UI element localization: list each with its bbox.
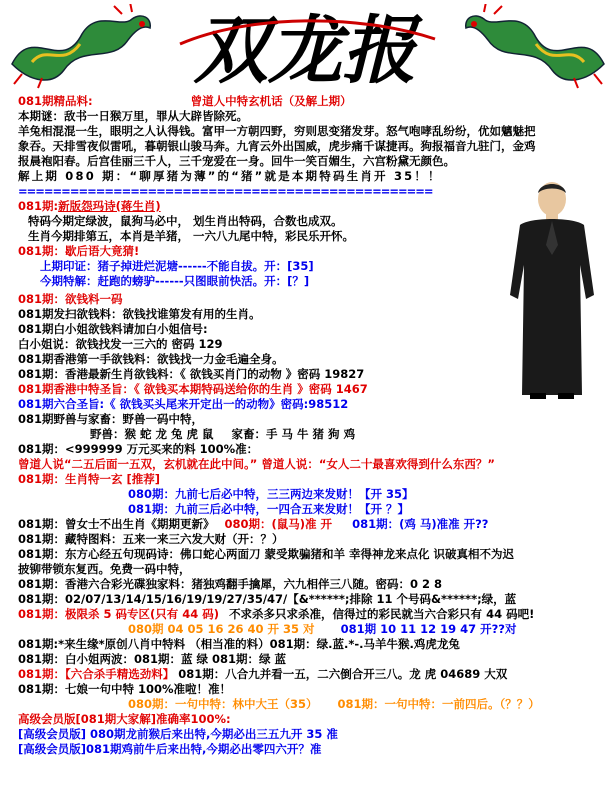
s4-line-3: 白小姐说：欲钱找发一三六的 密码 129 (18, 337, 223, 351)
s6-l7-b: 不求杀多只求杀准，信得过的彩民就当六合彩只有 44 码吧! (229, 607, 535, 621)
s6-l11-b: 081期：八合九并看一五，二六倒合开三八。龙 虎 04689 大双 (178, 667, 508, 681)
s3-l1-label: 上期印证： (40, 259, 98, 273)
s4-line-6: 081期香港中特圣旨：《 欲钱买本期特码送给你的生肖 》密码 1467 (18, 382, 368, 396)
s6-line-13 (18, 697, 608, 712)
s6-line-5: 081期：香港六合彩光碟独家料：猪独鸡翻手擒犀，六九相伴三八随。密码：0 2 8 (18, 577, 443, 591)
s2-line-2: 生肖今期排第五，本肖是羊猪， 一六八九尾中特，彩民乐开怀。 (28, 229, 355, 243)
s6-line-6: 081期：02/07/13/14/15/16/19/19/27/35/47/【&******;排除 11 个号码&******;绿，蓝 (18, 592, 517, 606)
s4-line-10: 081期：<999999 万元买来的料 100%准： (18, 442, 259, 456)
s6-l1-b: 080期：(鼠马)准 开 (224, 517, 333, 531)
s7-line-3: [高级会员版]081期鸡前牛后来出特,今期必出零四六开？准 (18, 742, 322, 756)
s5-line-2: 080期：九前七后必中特，三三两边来发财！【开 35】 (128, 487, 414, 501)
page-header (0, 0, 616, 94)
s4-line-7: 081期六合圣旨:《 欲钱买头尾来开定出一的动物》密码:98512 (18, 397, 349, 411)
s3-l1-text: 猪子掉进烂泥塘------不能自拔。开：[35] (97, 259, 314, 273)
s4-wild-animals: 野兽：猴 蛇 龙 兔 虎 鼠 (90, 427, 214, 441)
s4-line-2: 081期白小姐欲钱料请加白小姐信号: (18, 322, 208, 336)
s6-line-12: 081期：七娘一句中特 100%准啦！准！ (18, 682, 232, 696)
s3-label: 081期：歇后语大竟猜! (18, 244, 140, 258)
s6-l8-a: 080期 04 05 16 26 40 开 35 对 (128, 622, 315, 636)
s6-line-11 (18, 667, 608, 682)
s1-line-5: 解上期 080 期：“聊厚猪为薄”的“猪”就是本期特码生肖开 35！！ (18, 169, 442, 183)
s1-title: 曾道人中特玄机话（及解上期） (190, 94, 352, 108)
s5-label: 081期：生肖特一玄 [推荐] (18, 472, 161, 486)
s6-line-7 (18, 607, 608, 622)
s6-l13-a: 080期：一句中特：林中大王（35） (128, 697, 318, 711)
s2-label: 081期: (18, 199, 59, 213)
title-logo (160, 4, 450, 90)
s4-line-1: 081期发扫欲钱料：欲钱找谁第发有用的生肖。 (18, 307, 261, 321)
s6-line-10: 081期：白小姐两波：081期：蓝 绿 081期：绿 蓝 (18, 652, 287, 666)
s6-line-9: 081期:*来生缘*原创八肖中特料 （相当准的料）081期：绿.蓝.*-.马羊牛猴.鸡虎龙兔 (18, 637, 460, 651)
s4-line-9 (18, 427, 608, 442)
s6-l11-a: 081期：【六合杀手精选劲料】 (18, 667, 175, 681)
logo-text: 双龙报 (194, 8, 416, 90)
s3-line-1 (18, 259, 608, 274)
s4-label: 081期：欲钱料一码 (18, 292, 123, 306)
dragon-left-icon (2, 4, 162, 90)
s1-label: 081期精品料: (18, 94, 93, 108)
main-content (18, 94, 608, 757)
s2-line-1: 特码今期定绿波，鼠狗马必中， 划生肖出特码，合数也成双。 (28, 214, 343, 228)
s1-line-3: 象吞。天排雪夜似雷吼，暮朝银山骏马奔。九宵云外出国威，虎步痛千谋捷再。狗报福音九驻门，金鸡 (18, 139, 536, 153)
dragon-right-icon (454, 4, 614, 90)
s7-line-2: [高级会员版] 080期龙前猴后来出特,今期必出三五九开 35 准 (18, 727, 338, 741)
s5-line-3: 081期：九前三后必中特，一四合五来发财！【开 ？】 (128, 502, 410, 516)
s2-title: 新版怨玛诗(蒋生肖) (58, 199, 161, 213)
s6-l1-c: 081期：(鸡 马)准准 开?? (352, 517, 489, 531)
s7-line-1: 高级会员版[081期大家解]准确率100%: (18, 712, 231, 726)
s3-l2-label: 今期特解： (40, 274, 98, 288)
s1-line-4: 报晨袍阳春。后宫佳丽三千人，三千宠爱在一身。回牛一笑百媚生，六宫粉黛无颜色。 (18, 154, 455, 168)
s3-l2-text: 赶跑的螃驴------只图眼前快活。开：[？] (97, 274, 310, 288)
s5-line-1: 曾道人说“二五后面一五双，玄机就在此中间。” 曾道人说：“女人二十最喜欢得到什么东西？” (18, 457, 495, 471)
s1-header (18, 94, 608, 109)
s4-line-8: 081期野兽与家畜：野兽一码中特， (18, 412, 204, 426)
s6-line-1 (18, 517, 608, 532)
s6-line-3: 081期：东方心经五句现码诗：佛口蛇心两面刀 蒙受欺骗猪和羊 幸得神龙来点化 识破真相不为迟 (18, 547, 515, 561)
s6-l13-b: 081期：一句中特：一前四后。（？？） (337, 697, 540, 711)
s6-l7-a: 081期：极限杀 5 码专区(只有 44 码) (18, 607, 220, 621)
s2-header (18, 199, 608, 214)
separator: ================================================ (18, 184, 433, 198)
s6-line-4: 披铆带锁东复西。免费一码中特， (18, 562, 191, 576)
s6-l1-a: 081期：曾女士不出生肖《期期更新》 (18, 517, 215, 531)
s3-line-2 (18, 274, 608, 289)
s4-line-4: 081期香港第一手欲钱料：欲钱找一力金毛遍全身。 (18, 352, 284, 366)
s6-line-8 (18, 622, 608, 637)
s6-l8-b: 081期 10 11 12 19 47 开??对 (340, 622, 517, 636)
s4-line-5: 081期：香港最新生肖欲钱料：《 欲钱买肖门的动物 》密码 19827 (18, 367, 365, 381)
s4-domestic-animals: 家畜：手 马 牛 猪 狗 鸡 (231, 427, 356, 441)
s1-line-2: 羊兔相混混一生，眼明之人认得钱。富甲一方朝四野，穷则思变猪发芽。怒气咆哮乱纷纷，优如魑魅把 (18, 124, 536, 138)
s1-line-1: 本期谜：敌书一日猴万里，罪从大辟皆除死。 (18, 109, 248, 123)
s6-line-2: 081期：藏特图料：五来一来三六发大财（开：？） (18, 532, 284, 546)
